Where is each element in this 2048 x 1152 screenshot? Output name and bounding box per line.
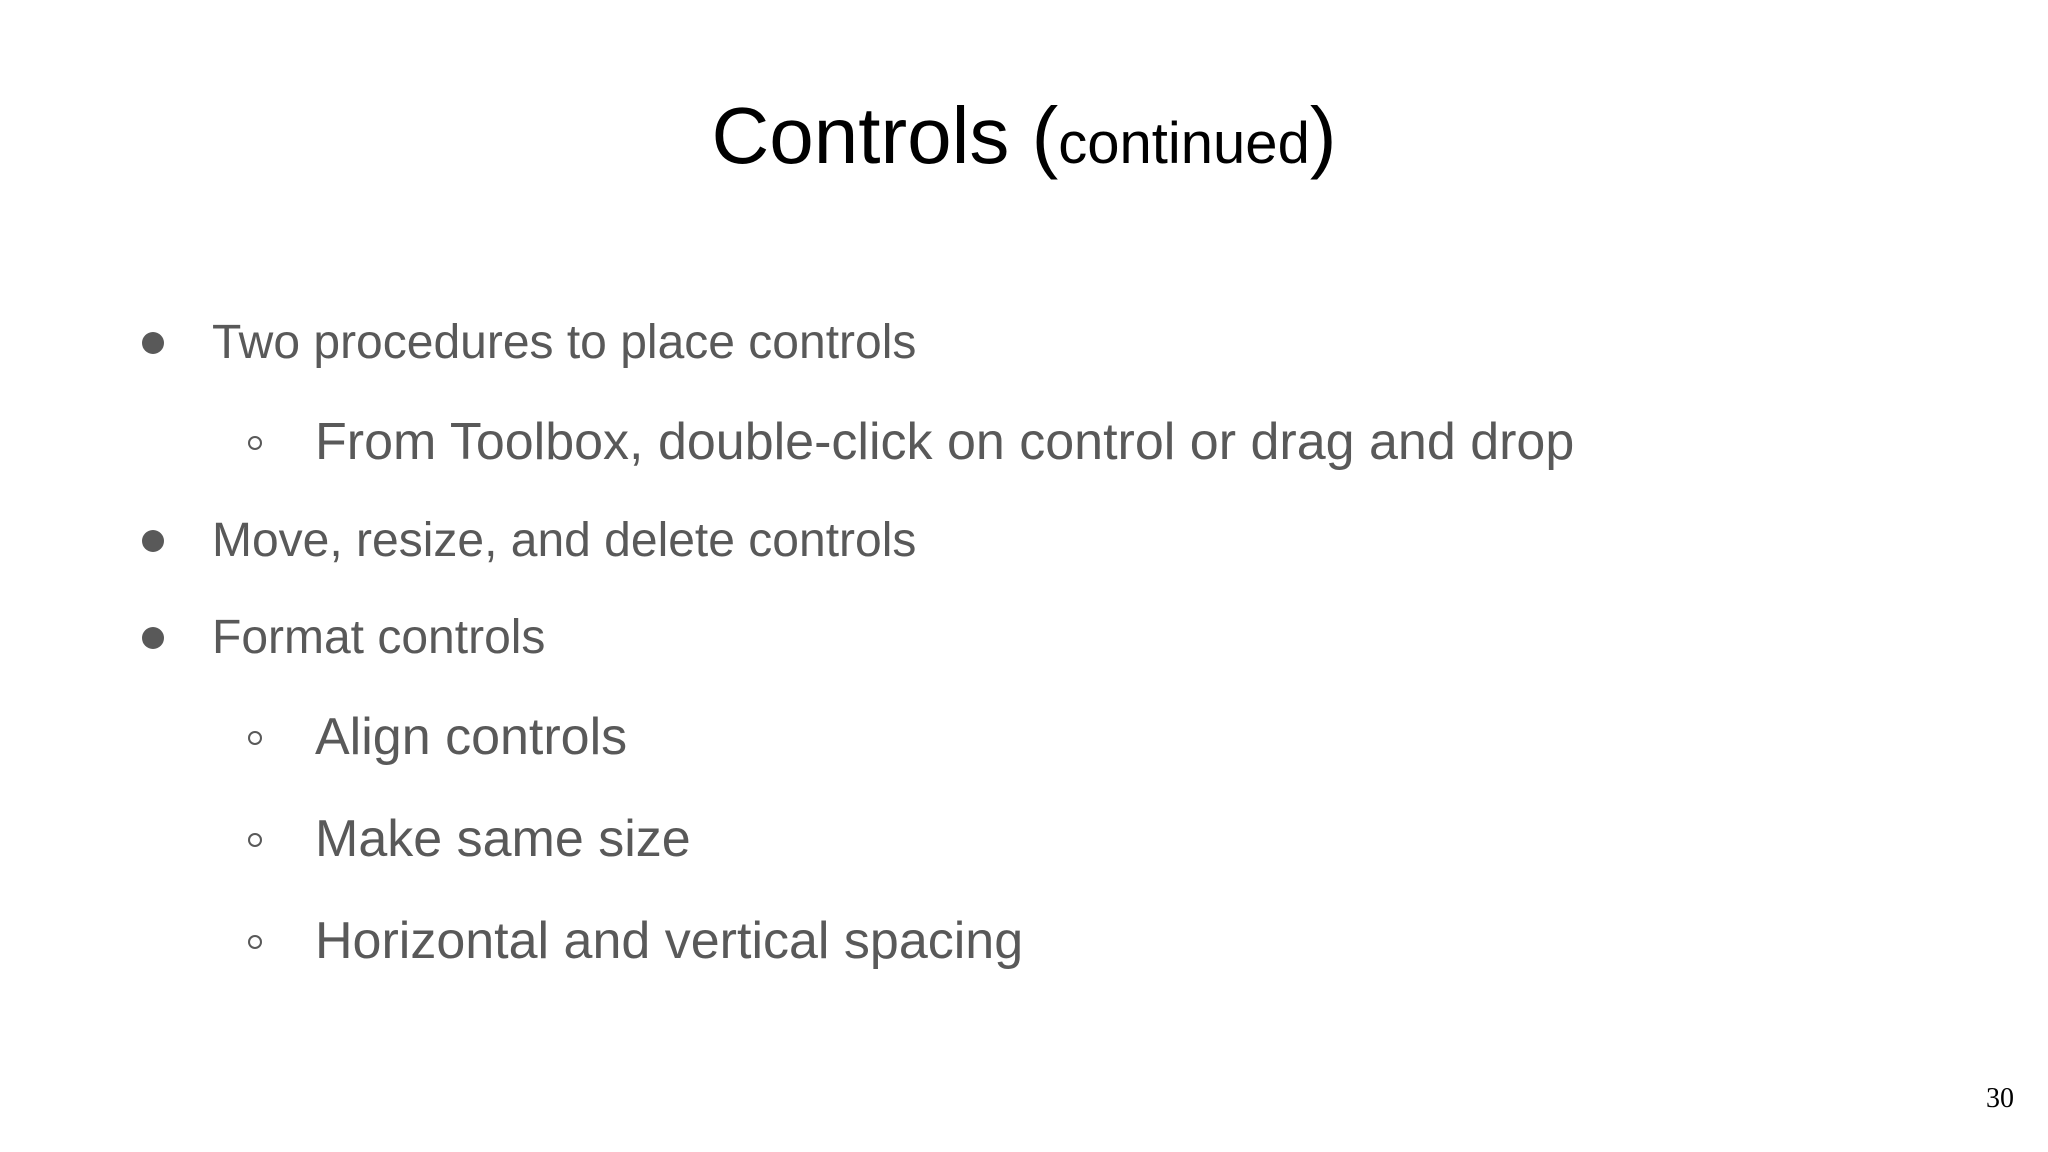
sub-bullet-text: Align controls [315,708,628,766]
sub-bullet-item [315,707,627,767]
filled-circle-bullet-icon [142,332,164,354]
filled-circle-bullet-icon [142,530,164,552]
sub-bullet-text: From Toolbox, double-click on control or drag and drop [315,413,1575,471]
bullet-text: Move, resize, and delete controls [212,514,917,567]
sub-bullet-text: Horizontal and vertical spacing [315,912,1024,970]
hollow-circle-bullet-icon [248,935,262,949]
title-close-paren: ) [1309,91,1337,180]
bullet-item [212,513,916,569]
hollow-circle-bullet-icon [248,833,262,847]
sub-bullet-text: Make same size [315,810,691,868]
sub-bullet-item [315,911,1023,971]
bullet-text: Format controls [212,611,546,664]
hollow-circle-bullet-icon [248,731,262,745]
hollow-circle-bullet-icon [248,436,262,450]
bullet-item [212,315,916,371]
sub-bullet-item [315,809,691,869]
bullet-item [212,610,545,666]
page-number: 30 [1986,1083,2014,1114]
title-subtitle-continued: continued [1058,111,1310,176]
sub-bullet-item [315,412,1574,472]
filled-circle-bullet-icon [142,627,164,649]
bullet-text: Two procedures to place controls [212,316,917,369]
title-main: Controls ( [711,91,1059,180]
